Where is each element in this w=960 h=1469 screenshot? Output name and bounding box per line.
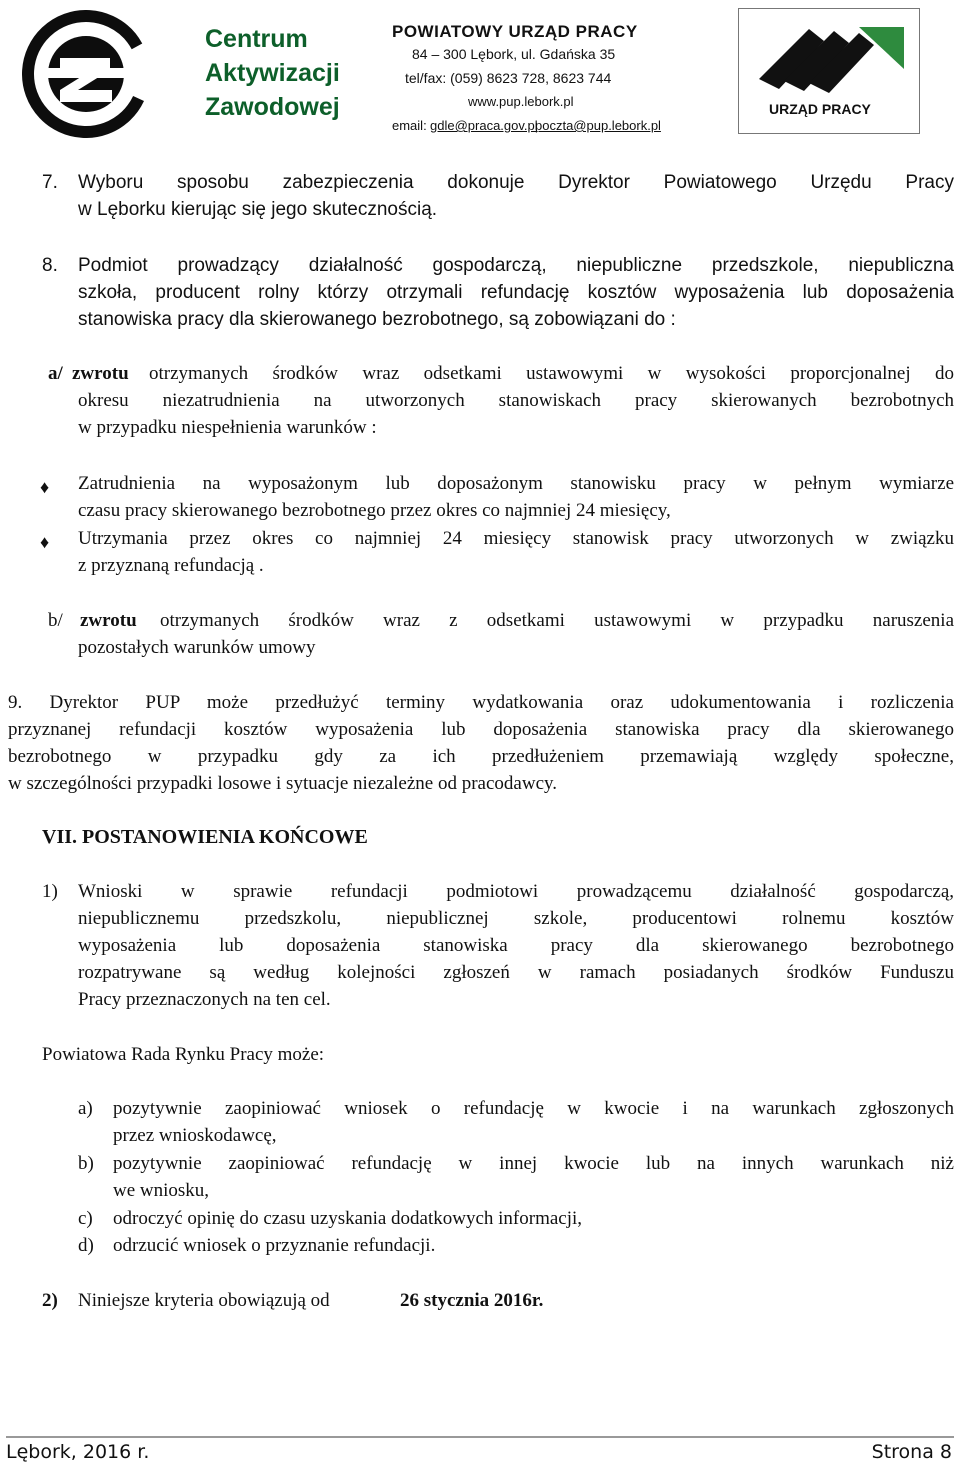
- option-c-line1: odroczyć opinię do czasu uzyskania dodatkowych informacji,: [113, 1208, 583, 1229]
- option-d-label: d): [78, 1235, 94, 1256]
- council-intro: Powiatowa Rada Rynku Pracy może:: [42, 1044, 325, 1065]
- footer-page-number: Strona 8: [871, 1441, 952, 1463]
- sub-b-label: b/: [48, 610, 63, 631]
- option-a-line2: przez wnioskodawcę,: [113, 1125, 277, 1146]
- point1-number: 1): [42, 881, 58, 902]
- office-email-label: email:: [392, 118, 427, 133]
- logo-line-aktywizacji: Aktywizacji: [205, 59, 340, 87]
- item8-line2: szkoła, producent rolny którzy otrzymali refundację kosztów wyposażenia lub doposażenia: [78, 282, 954, 303]
- option-b-label: b): [78, 1153, 94, 1174]
- option-c-label: c): [78, 1208, 93, 1229]
- office-address: 84 – 300 Lębork, ul. Gdańska 35: [412, 46, 616, 62]
- point1-line5: Pracy przeznaczonych na ten cel.: [78, 989, 331, 1010]
- diamond-bullet-icon: ♦: [40, 477, 50, 497]
- option-b-line1: pozytywnie zaopiniować refundację w innej kwocie lub na innych warunkach niż: [113, 1153, 954, 1174]
- point1-line2: niepublicznemu przedszkolu, niepublicznej szkole, producentowi rolnemu kosztów: [78, 908, 954, 929]
- point2-date: 26 stycznia 2016r.: [400, 1290, 544, 1311]
- item9-line1: 9. Dyrektor PUP może przedłużyć terminy wydatkowania oraz udokumentowania i rozliczenia: [8, 692, 954, 713]
- footer-left: Lębork, 2016 r.: [6, 1441, 150, 1463]
- office-phone: tel/fax: (059) 8623 728, 8623 744: [405, 70, 612, 86]
- point1-line1: Wnioski w sprawie refundacji podmiotowi prowadzącemu działalność gospodarczą,: [78, 881, 954, 902]
- urzad-pracy-label: URZĄD PRACY: [769, 101, 871, 117]
- option-d-line1: odrzucić wniosek o przyznanie refundacji.: [113, 1235, 436, 1256]
- option-a-line1: pozytywnie zaopiniować wniosek o refundację w kwocie i na warunkach zgłoszonych: [113, 1098, 954, 1119]
- office-www: www.pup.lebork.pl: [468, 94, 574, 109]
- diamond-bullet-icon: ♦: [40, 532, 50, 552]
- item9-line3: bezrobotnego w przypadku gdy za ich przedłużeniem przemawiają względy społeczne,: [8, 746, 954, 767]
- caz-logo: [22, 10, 212, 138]
- sub-a-line1: otrzymanych środków wraz odsetkami ustawowymi w wysokości proporcjonalnej do: [149, 363, 954, 384]
- sub-b-line1: otrzymanych środków wraz z odsetkami ustawowymi w przypadku naruszenia: [160, 610, 954, 631]
- point1-line4: rozpatrywane są według kolejności zgłoszeń w ramach posiadanych środków Funduszu: [78, 962, 954, 983]
- bullet1-line2: czasu pracy skierowanego bezrobotnego przez okres co najmniej 24 miesięcy,: [78, 500, 671, 521]
- bullet2-line1: Utrzymania przez okres co najmniej 24 miesięcy stanowisk pracy utworzonych w związku: [78, 528, 954, 549]
- sub-b-line2: pozostałych warunków umowy: [78, 637, 316, 658]
- bullet1-line1: Zatrudnienia na wyposażonym lub doposażonym stanowisku pracy w pełnym wymiarze: [78, 473, 954, 494]
- logo-line-zawodowej: Zawodowej: [205, 93, 340, 121]
- item8-line3: stanowiska pracy dla skierowanego bezrobotnego, są zobowiązani do :: [78, 309, 676, 330]
- item9-line4: w szczególności przypadki losowe i sytuacje niezależne od pracodawcy.: [8, 773, 558, 794]
- sub-a-line3: w przypadku niespełnienia warunków :: [78, 417, 377, 438]
- point1-line3: wyposażenia lub doposażenia stanowiska pracy dla skierowanego bezrobotnego: [78, 935, 954, 956]
- sub-a-line2: okresu niezatrudnienia na utworzonych stanowiskach pracy skierowanych bezrobotnych: [78, 390, 954, 411]
- logo-line-centrum: Centrum: [205, 25, 308, 53]
- item8-line1: Podmiot prowadzący działalność gospodarczą, niepubliczne przedszkole, niepubliczna: [78, 255, 954, 276]
- arrow-logo-icon: [739, 9, 919, 99]
- point2-text: Niniejsze kryteria obowiązują od: [78, 1290, 330, 1311]
- item7-line2: w Lęborku kierując się jego skutecznością.: [78, 199, 438, 220]
- option-b-line2: we wniosku,: [113, 1180, 210, 1201]
- sub-b-bold: zwrotu: [80, 610, 137, 631]
- item7-number: 7.: [42, 172, 58, 193]
- section-title: VII. POSTANOWIENIA KOŃCOWE: [42, 826, 368, 848]
- sub-a-bold: zwrotu: [72, 363, 129, 384]
- item9-line2: przyznanej refundacji kosztów wyposażenia lub doposażenia stanowiska pracy dla skierowanego: [8, 719, 954, 740]
- item7-line1: Wyboru sposobu zabezpieczenia dokonuje Dyrektor Powiatowego Urzędu Pracy: [78, 172, 954, 193]
- point2-number: 2): [42, 1290, 58, 1311]
- item8-number: 8.: [42, 255, 58, 276]
- option-a-label: a): [78, 1098, 93, 1119]
- office-email-1[interactable]: gdle@praca.gov.pl: [430, 118, 538, 133]
- urzad-pracy-logo: [738, 8, 920, 134]
- office-name: POWIATOWY URZĄD PRACY: [392, 22, 638, 41]
- sub-a-label: a/: [48, 363, 63, 384]
- office-email-2[interactable]: poczta@pup.lebork.pl: [535, 118, 661, 133]
- bullet2-line2: z przyznaną refundacją .: [78, 555, 264, 576]
- footer-divider: [6, 1436, 954, 1438]
